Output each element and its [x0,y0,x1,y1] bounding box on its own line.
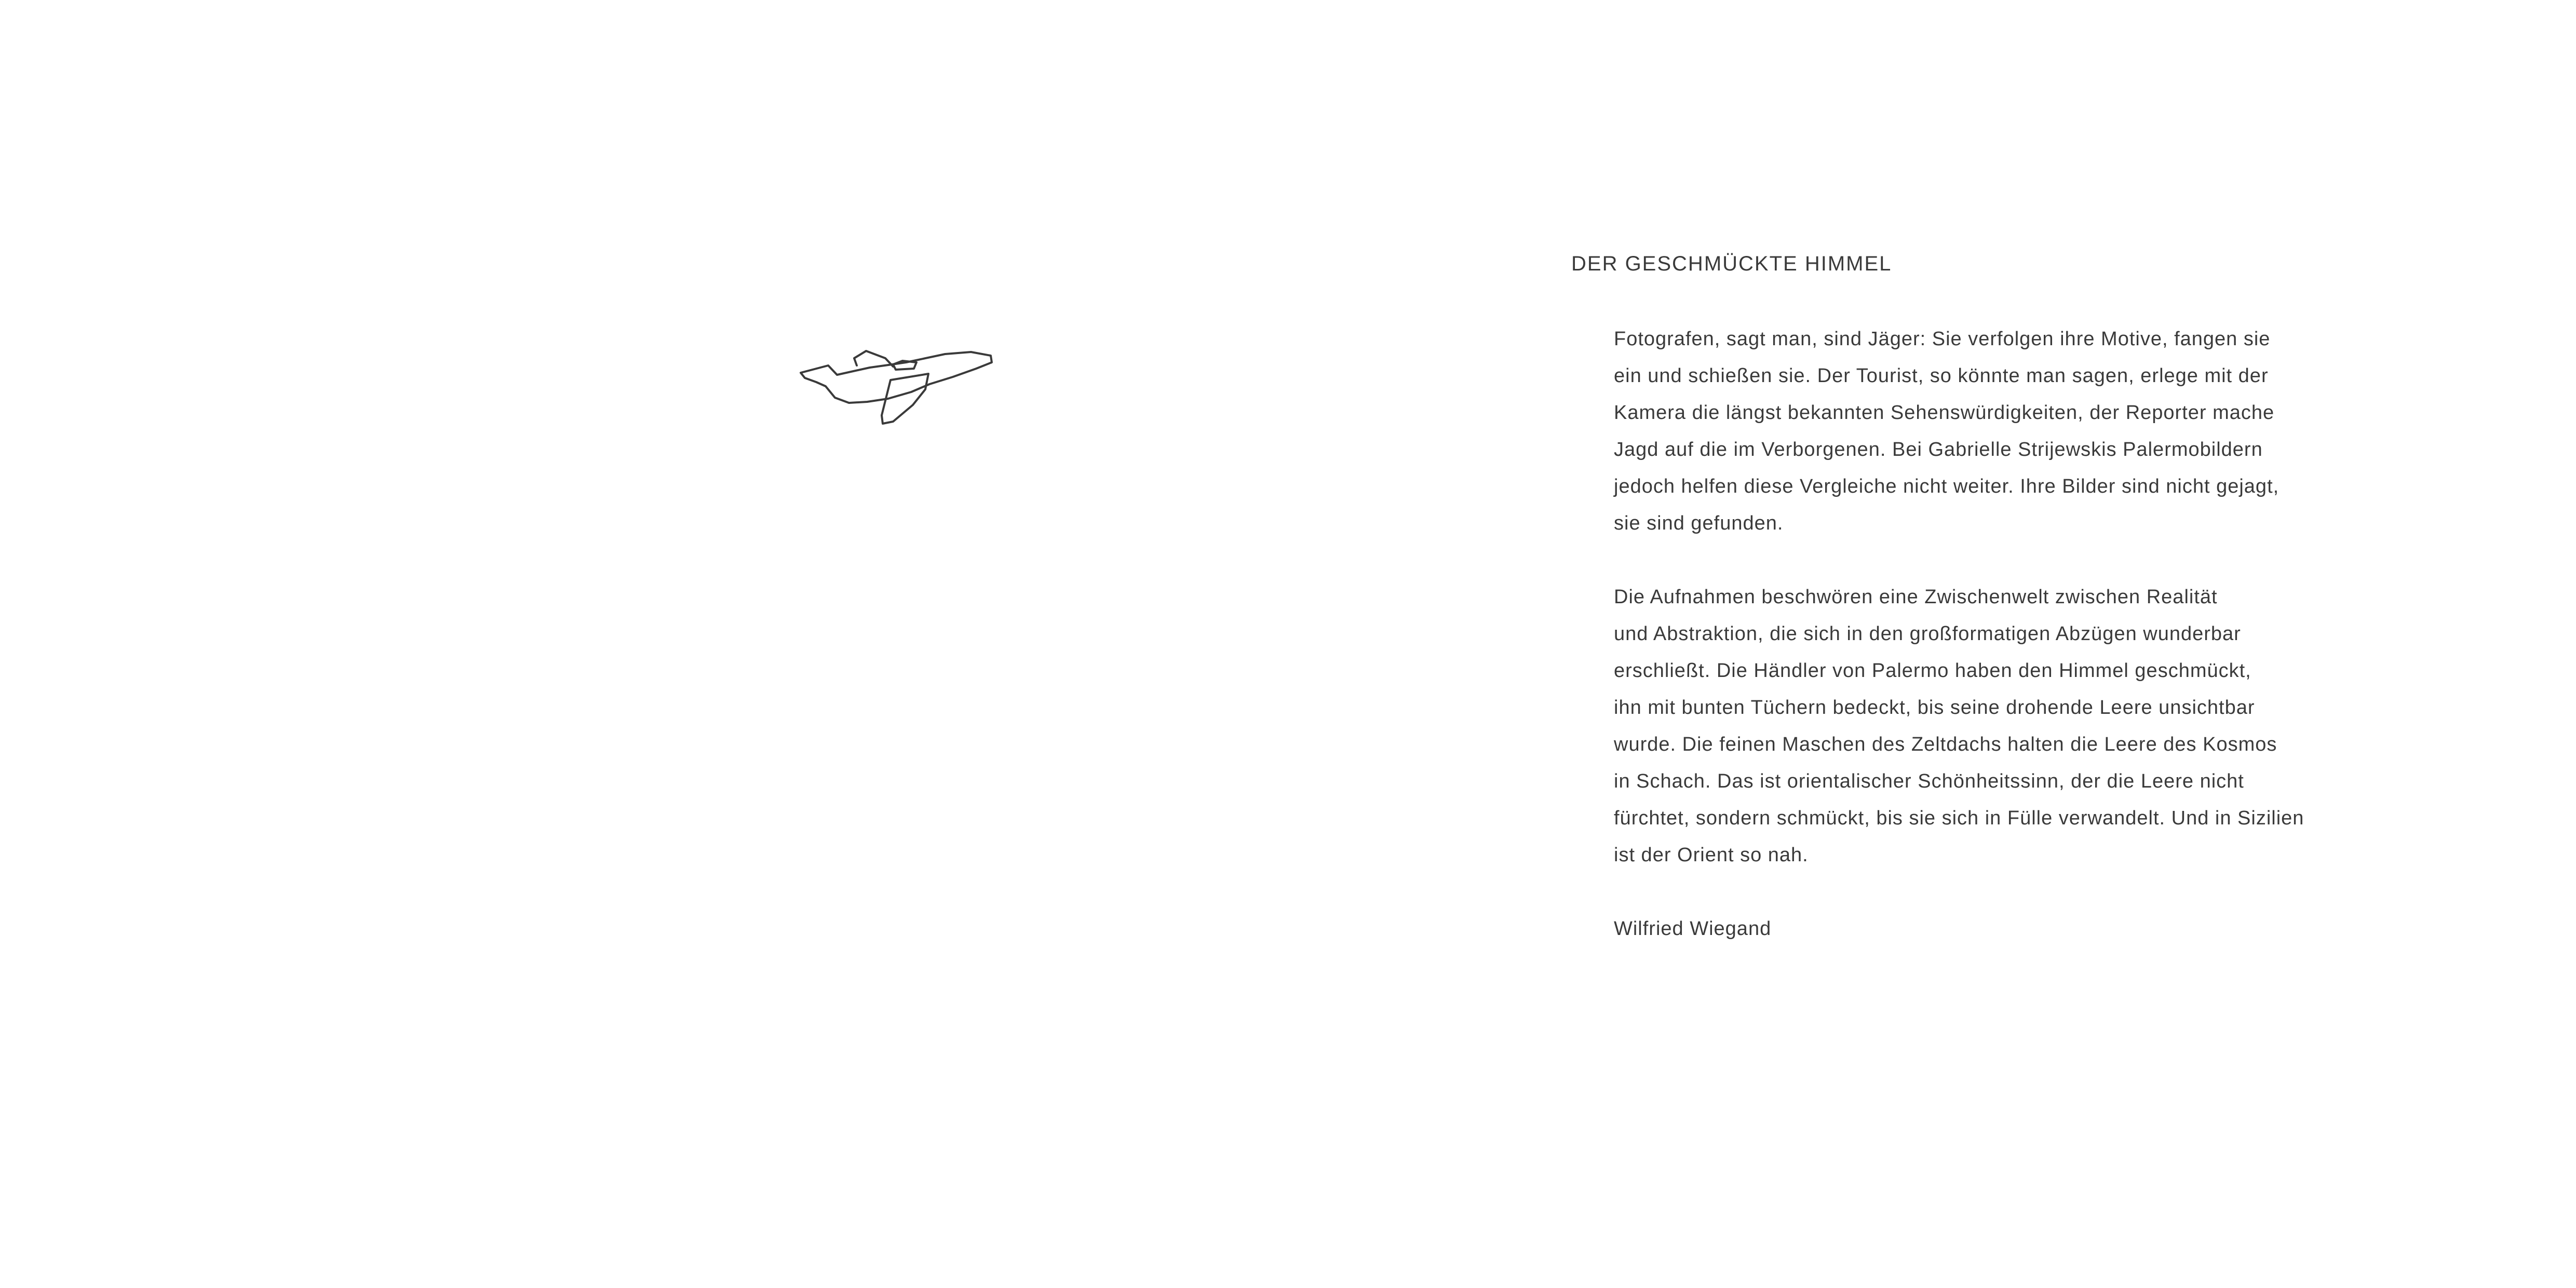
airplane-sketch-icon [789,332,997,431]
airplane-fuselage [801,352,992,403]
text-line: fürchtet, sondern schmückt, bis sie sich in Fülle verwandelt. Und in Sizilien [1614,807,2304,829]
text-line: Kamera die längst bekannten Sehenswürdigkeiten, der Reporter mache [1614,402,2275,424]
text-line: und Abstraktion, die sich in den großformatigen Abzügen wunderbar [1614,623,2241,645]
text-line: Jagd auf die im Verborgenen. Bei Gabrielle Strijewskis Palermobildern [1614,439,2263,460]
author-name: Wilfried Wiegand [1614,918,1772,940]
article-body [1614,321,2351,947]
text-line: ein und schießen sie. Der Tourist, so könnte man sagen, erlege mit der [1614,365,2269,387]
text-line: wurde. Die feinen Maschen des Zeltdachs halten die Leere des Kosmos [1614,734,2277,755]
text-line: in Schach. Das ist orientalischer Schönheitssinn, der die Leere nicht [1614,770,2244,792]
text-line: erschließt. Die Händler von Palermo haben den Himmel geschmückt, [1614,660,2251,682]
text-line: ist der Orient so nah. [1614,844,1809,866]
text-line: Fotografen, sagt man, sind Jäger: Sie verfolgen ihre Motive, fangen sie [1614,328,2271,350]
right-page [1288,0,2576,1288]
text-line: Die Aufnahmen beschwören eine Zwischenwelt zwischen Realität [1614,586,2218,608]
paragraph-2 [1614,579,2351,874]
text-line: sie sind gefunden. [1614,512,1784,534]
article-heading: DER GESCHMÜCKTE HIMMEL [1571,252,1892,275]
text-line: jedoch helfen diese Vergleiche nicht weiter. Ihre Bilder sind nicht gejagt, [1614,476,2280,497]
paragraph-1 [1614,321,2351,542]
text-line: ihn mit bunten Tüchern bedeckt, bis seine drohende Leere unsichtbar [1614,697,2255,718]
